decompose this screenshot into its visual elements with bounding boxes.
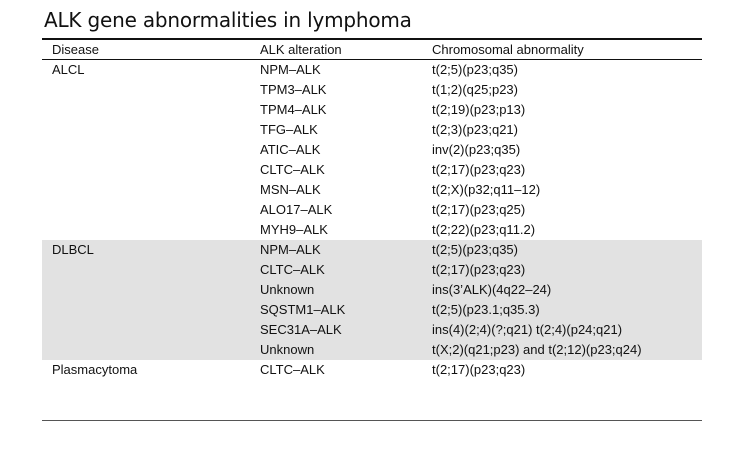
table-row — [42, 180, 702, 200]
disease-cell — [42, 300, 260, 320]
table-title: ALK gene abnormalities in lymphoma — [44, 8, 412, 32]
alk-alteration-cell: CLTC–ALK — [260, 162, 325, 177]
table-row — [42, 160, 702, 180]
table-row — [42, 240, 702, 260]
chromosomal-abnormality-cell: t(2;17)(p23;q25) — [432, 202, 526, 217]
table-row — [42, 200, 702, 220]
table-row — [42, 120, 702, 140]
disease-cell — [42, 160, 260, 180]
disease-cell — [42, 340, 260, 360]
chromosomal-abnormality-cell: t(2;17)(p23;q23) — [432, 362, 526, 377]
disease-cell — [42, 260, 260, 280]
chromosomal-abnormality-cell: t(2;5)(p23;q35) — [432, 242, 518, 257]
chromosomal-abnormality-cell: t(1;2)(q25;p23) — [432, 82, 518, 97]
disease-cell — [42, 80, 260, 100]
table-row — [42, 340, 702, 360]
alk-alteration-cell: ALO17–ALK — [260, 202, 333, 217]
alk-alteration-cell: MYH9–ALK — [260, 222, 328, 237]
header-chromosomal-abnormality: Chromosomal abnormality — [432, 42, 584, 57]
header-disease: Disease — [52, 42, 99, 57]
disease-cell — [42, 140, 260, 160]
disease-cell: ALCL — [52, 62, 85, 77]
table-row — [42, 360, 702, 380]
table-body — [42, 60, 702, 380]
alk-alteration-cell: NPM–ALK — [260, 242, 321, 257]
chromosomal-abnormality-cell: t(2;22)(p23;q11.2) — [432, 222, 536, 237]
alk-alteration-cell: SQSTM1–ALK — [260, 302, 346, 317]
alk-alteration-cell: MSN–ALK — [260, 182, 321, 197]
table-row — [42, 320, 702, 340]
disease-cell — [42, 180, 260, 200]
chromosomal-abnormality-cell: t(2;X)(p32;q11–12) — [432, 182, 541, 197]
chromosomal-abnormality-cell: t(2;5)(p23;q35) — [432, 62, 518, 77]
disease-cell — [42, 120, 260, 140]
disease-cell — [42, 320, 260, 340]
disease-cell: DLBCL — [52, 242, 94, 257]
chromosomal-abnormality-cell: t(X;2)(q21;p23) and t(2;12)(p23;q24) — [432, 342, 642, 357]
bottom-rule — [42, 420, 702, 421]
chromosomal-abnormality-cell: t(2;5)(p23.1;q35.3) — [432, 302, 540, 317]
table-row — [42, 80, 702, 100]
alk-alteration-cell: CLTC–ALK — [260, 262, 325, 277]
table-row — [42, 60, 702, 80]
table-row — [42, 280, 702, 300]
chromosomal-abnormality-cell: inv(2)(p23;q35) — [432, 142, 521, 157]
table-row — [42, 260, 702, 280]
disease-cell — [42, 200, 260, 220]
chromosomal-abnormality-cell: ins(3’ALK)(4q22–24) — [432, 282, 552, 297]
alk-alteration-cell: CLTC–ALK — [260, 362, 325, 377]
alk-table — [42, 38, 702, 380]
alk-alteration-cell: ATIC–ALK — [260, 142, 321, 157]
disease-cell — [42, 220, 260, 240]
disease-cell: Plasmacytoma — [52, 362, 138, 377]
alk-alteration-cell: SEC31A–ALK — [260, 322, 342, 337]
chromosomal-abnormality-cell: t(2;17)(p23;q23) — [432, 262, 526, 277]
chromosomal-abnormality-cell: t(2;3)(p23;q21) — [432, 122, 518, 137]
alk-alteration-cell: TPM4–ALK — [260, 102, 327, 117]
alk-alteration-cell: Unknown — [260, 282, 315, 297]
chromosomal-abnormality-cell: t(2;19)(p23;p13) — [432, 102, 526, 117]
alk-alteration-cell: TFG–ALK — [260, 122, 318, 137]
table-row — [42, 220, 702, 240]
disease-cell — [42, 100, 260, 120]
row-group-alcl — [42, 60, 702, 240]
alk-alteration-cell: Unknown — [260, 342, 315, 357]
table-row — [42, 140, 702, 160]
header-alk-alteration: ALK alteration — [260, 42, 342, 57]
table-row — [42, 300, 702, 320]
chromosomal-abnormality-cell: t(2;17)(p23;q23) — [432, 162, 526, 177]
table-header — [42, 40, 702, 60]
alk-alteration-cell: NPM–ALK — [260, 62, 321, 77]
chromosomal-abnormality-cell: ins(4)(2;4)(?;q21) t(2;4)(p24;q21) — [432, 322, 623, 337]
table-row — [42, 100, 702, 120]
alk-alteration-cell: TPM3–ALK — [260, 82, 327, 97]
disease-cell — [42, 280, 260, 300]
row-group-dlbcl — [42, 240, 702, 360]
row-group-plasmacytoma — [42, 360, 702, 380]
